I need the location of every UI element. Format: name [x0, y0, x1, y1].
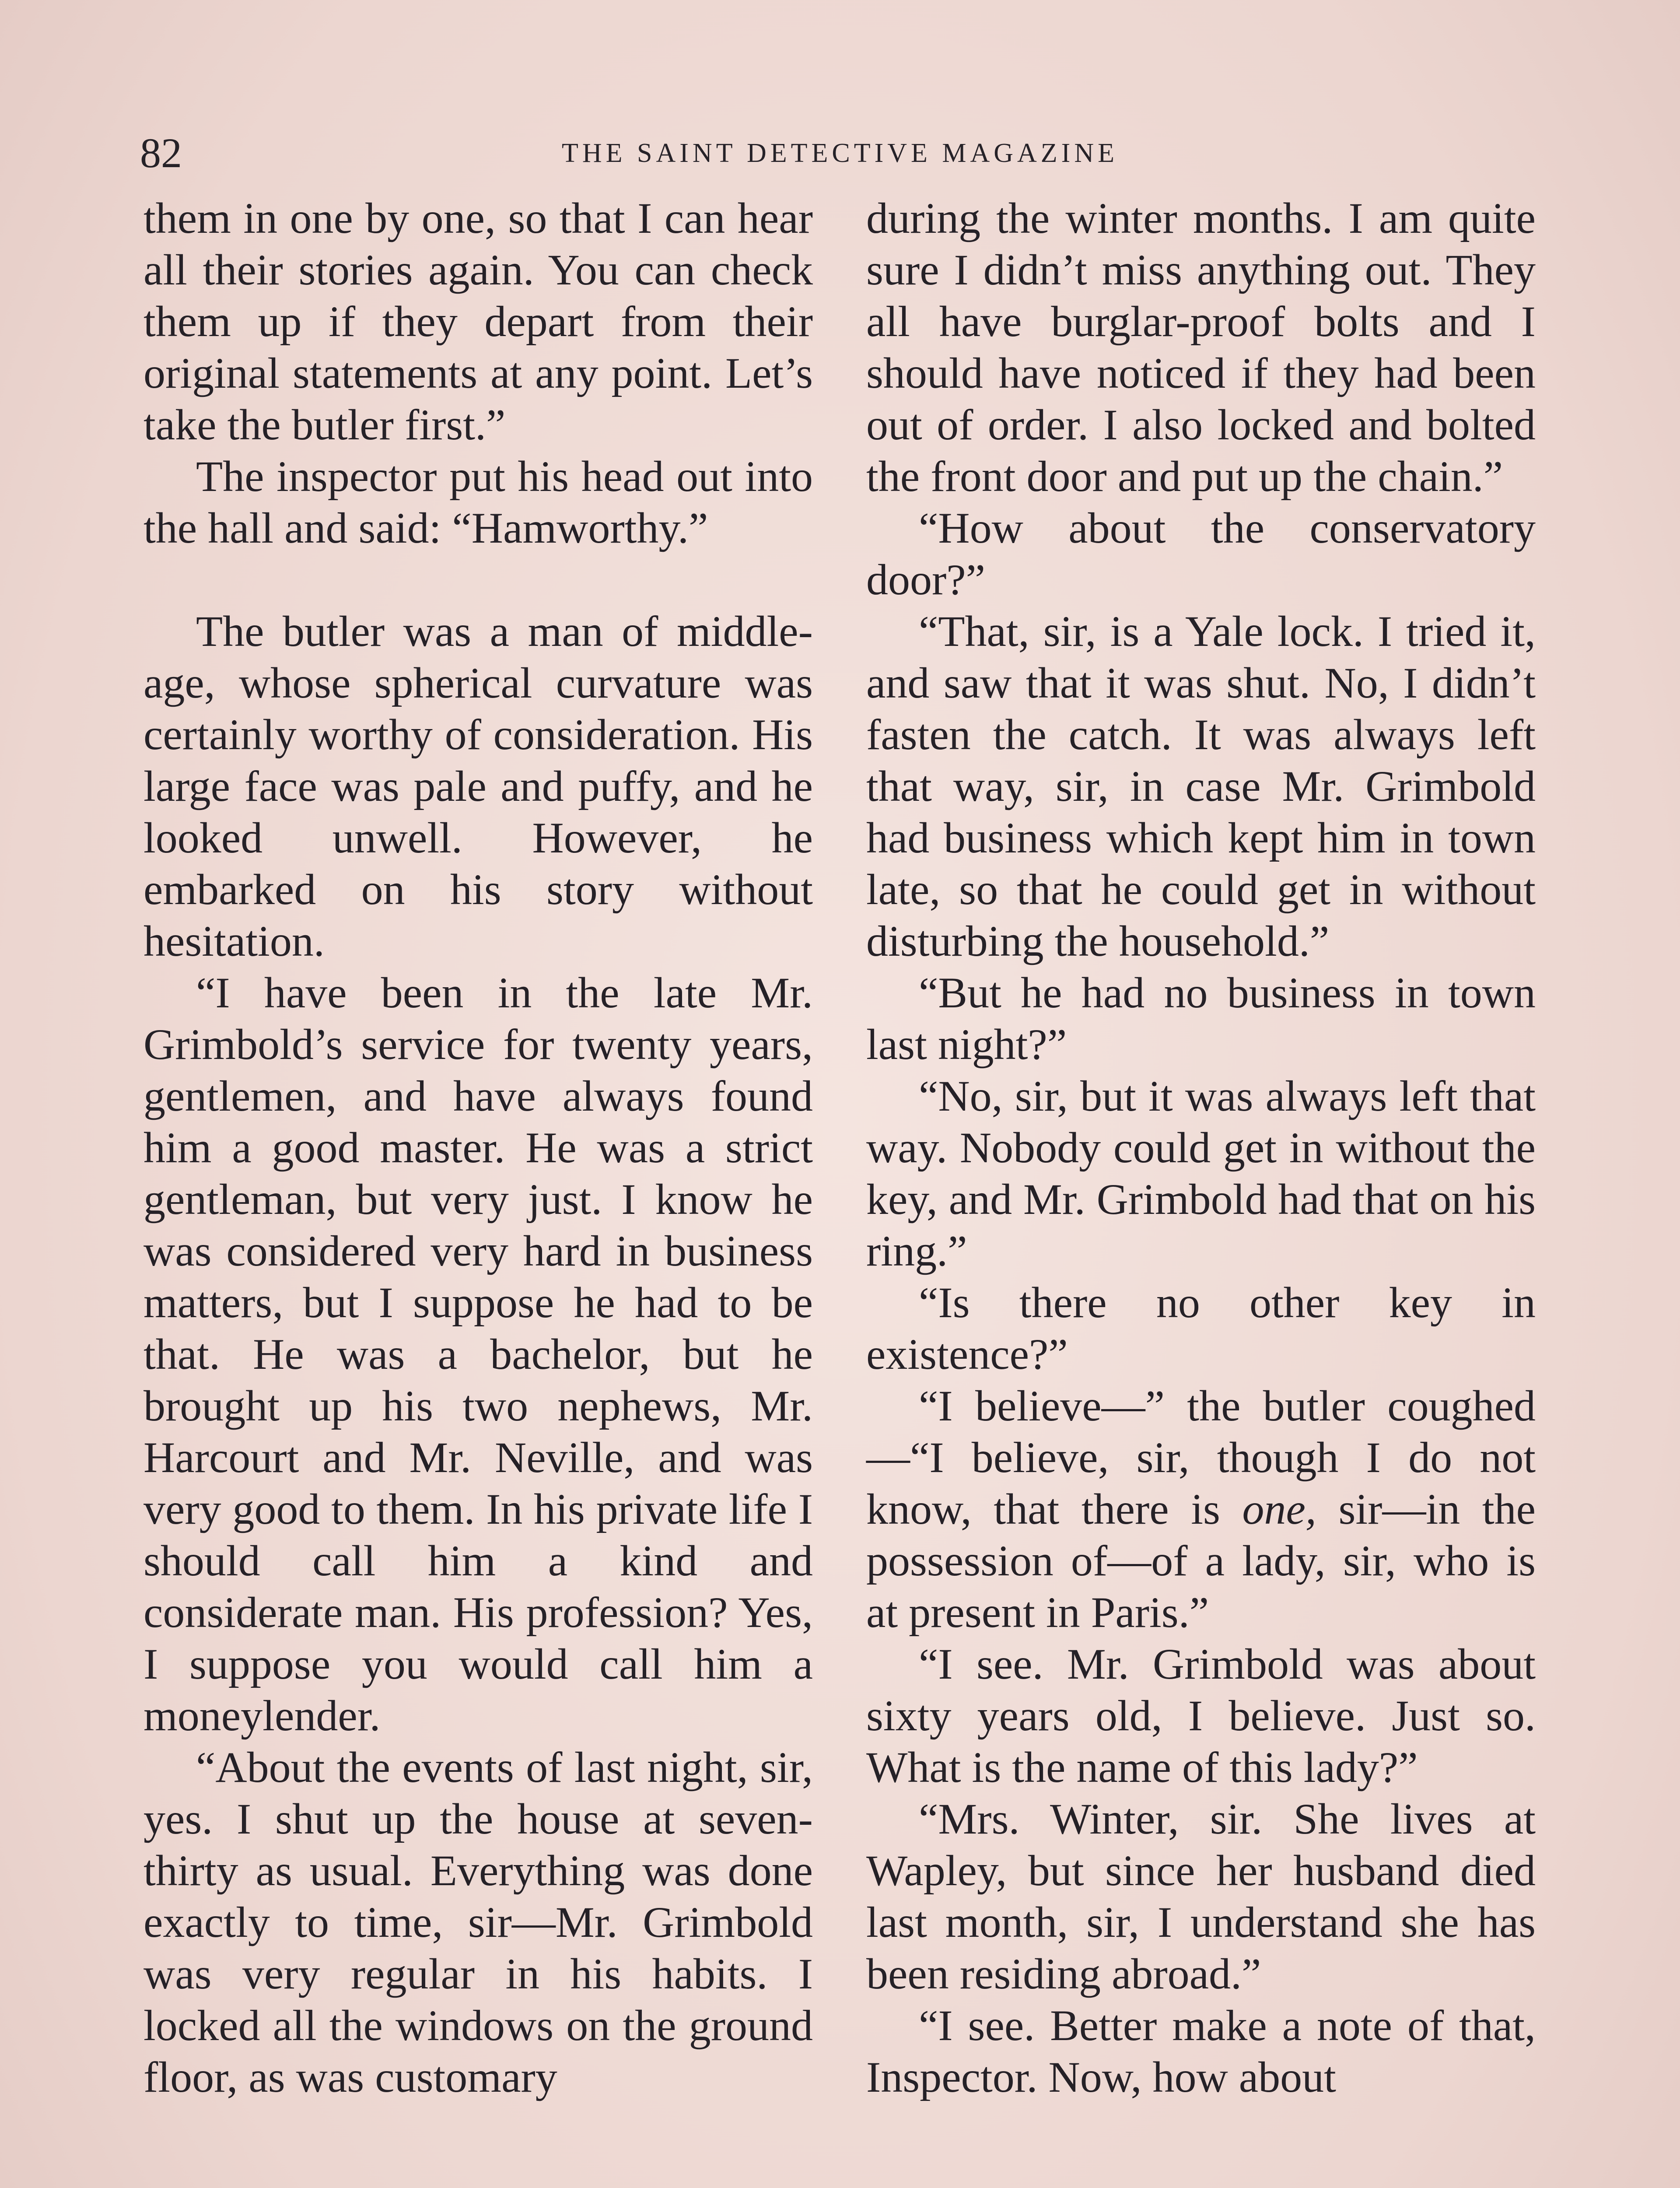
- paragraph: “How about the conservatory door?”: [866, 504, 1536, 604]
- emphasis-text: one,: [1242, 1485, 1316, 1533]
- page-header: [140, 118, 1540, 188]
- paragraph: “Is there no other key in existence?”: [866, 1278, 1536, 1378]
- page-number: 82: [140, 130, 182, 176]
- paragraph: during the winter months. I am quite sure I didn’t miss anything out. They all have burglar-proof bolts and I should have noticed if they had been out of order. I also locked and bolted the front door and put up the chain.”: [866, 194, 1536, 501]
- paragraph: “Mrs. Winter, sir. She lives at Wapley, but since her husband died last month, sir, I understand she has been residing abroad.”: [866, 1795, 1536, 1998]
- paragraph: “I see. Mr. Grimbold was about sixty years old, I believe. Just so. What is the name of this lady?”: [866, 1640, 1536, 1792]
- paragraph: them in one by one, so that I can hear all their stories again. You can check them up if they depart from their original statements at any point. Let’s take the butler first.”: [144, 194, 813, 449]
- text-run: “I believe—” the butler coughed—“I believe, sir, though I do not know, that there is: [866, 1382, 1536, 1533]
- paragraph: “No, sir, but it was always left that way. Nobody could get in without the key, and Mr. Grimbold had that on his ring.”: [866, 1072, 1536, 1275]
- paragraph: “I see. Better make a note of that, Inspector. Now, how about: [866, 2001, 1536, 2101]
- paragraph: The butler was a man of middle-age, whose spherical curvature was certainly worthy of consideration. His large face was pale and puffy, and he looked unwell. However, he embarked on his story without hesitation.: [144, 607, 813, 965]
- running-head: THE SAINT DETECTIVE MAGAZINE: [562, 138, 1118, 168]
- right-column: [866, 193, 1536, 2103]
- paragraph: [866, 1380, 1536, 1638]
- paragraph: “That, sir, is a Yale lock. I tried it, and saw that it was shut. No, I didn’t fasten the catch. It was always left that way, sir, in case Mr. Grimbold had business which kept him in town late, so that he could get in without disturbing the household.”: [866, 607, 1536, 965]
- left-column: [144, 193, 813, 2103]
- paragraph: “About the events of last night, sir, yes. I shut up the house at seven-thirty as usual. Everything was done exactly to time, sir—Mr. Grimbold was very regular in his habits. I locked all the windows on the ground floor, as was customary: [144, 1743, 813, 2101]
- paragraph: “But he had no business in town last night?”: [866, 968, 1536, 1069]
- paragraph: The inspector put his head out into the hall and said: “Hamworthy.”: [144, 452, 813, 552]
- text-run: sir—in the possession of—of a lady, sir, who is at present in Paris.”: [866, 1485, 1536, 1637]
- paragraph: “I have been in the late Mr. Grimbold’s service for twenty years, gentlemen, and have always found him a good master. He was a strict gentleman, but very just. I know he was considered very hard in business matters, but I suppose he had to be that. He was a bachelor, but he brought up his two nephews, Mr. Harcourt and Mr. Neville, and was very good to them. In his private life I should call him a kind and considerate man. His profession? Yes, I suppose you would call him a moneylender.: [144, 968, 813, 1740]
